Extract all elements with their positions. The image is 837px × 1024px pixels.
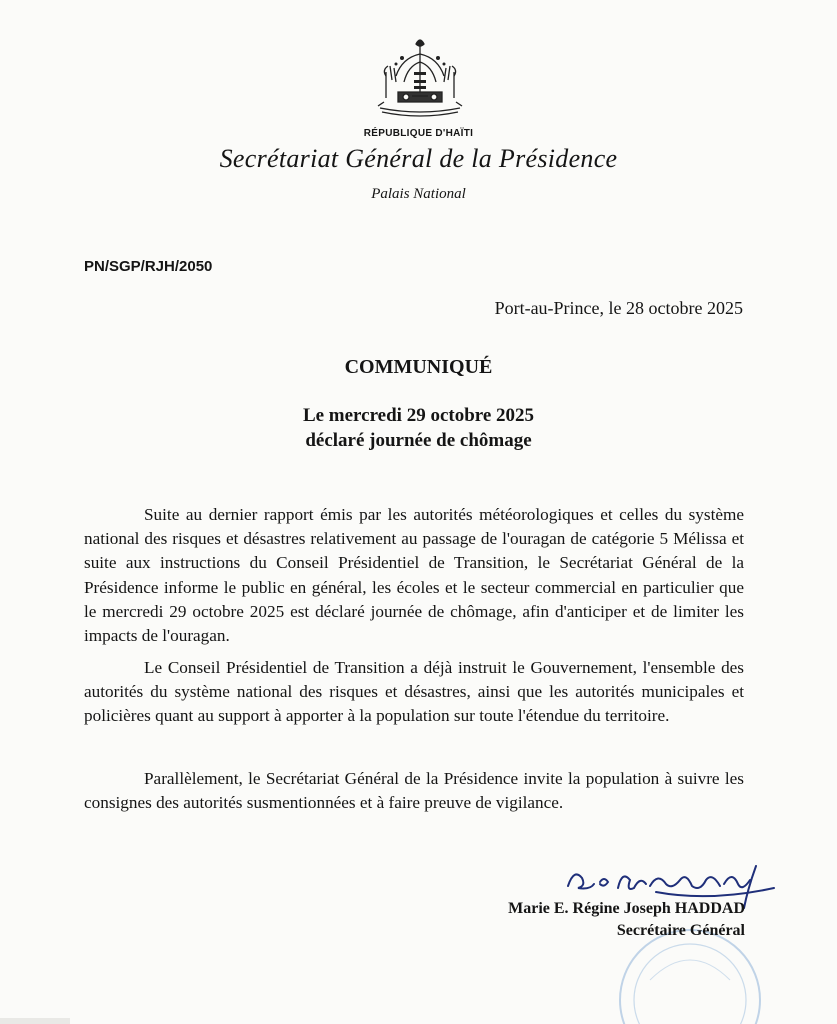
date-line: Port-au-Prince, le 28 octobre 2025 xyxy=(494,298,743,318)
haiti-coat-of-arms-icon xyxy=(372,36,468,128)
signer-role: Secrétaire Général xyxy=(616,922,745,939)
subject-line-2: déclaré journée de chômage xyxy=(305,430,532,451)
signer-name: Marie E. Régine Joseph HADDAD xyxy=(508,900,745,917)
subject-heading xyxy=(0,403,837,453)
paragraph-3: Parallèlement, le Secrétariat Général de la Présidence invite la population à suivre les consignes des autorités susmentionnées et à faire preuve de vigilance. xyxy=(84,769,744,813)
palace-label: Palais National xyxy=(371,186,466,202)
official-stamp xyxy=(590,900,790,1024)
communique-title: COMMUNIQUÉ xyxy=(344,356,493,378)
reference-number: PN/SGP/RJH/2050 xyxy=(84,258,213,275)
paragraph-1: Suite au dernier rapport émis par les autorités météorologiques et celles du système national des risques et désastres relativement au passage de l'ouragan de catégorie 5 Mélissa et suite aux instructions du Conseil Présidentiel de Transition, le Secrétariat Général de la Présidence informe le public en général, les écoles et le secteur commercial en particulier que le mercredi 29 octobre 2025 est déclaré journée de chômage, afin d'anticiper et de limiter les impacts de l'ouragan. xyxy=(84,505,744,646)
paragraph-2: Le Conseil Présidentiel de Transition a déjà instruit le Gouvernement, l'ensemble des autorités du système national des risques et désastres, ainsi que les autorités municipales et policières quant au support à apporter à la population sur toute l'étendue du territoire. xyxy=(84,658,744,726)
subject-line-1: Le mercredi 29 octobre 2025 xyxy=(302,405,535,426)
page-edge-mark xyxy=(0,1018,70,1024)
republic-label: RÉPUBLIQUE D'HAÏTI xyxy=(363,128,474,139)
office-title: Secrétariat Général de la Présidence xyxy=(219,144,618,173)
